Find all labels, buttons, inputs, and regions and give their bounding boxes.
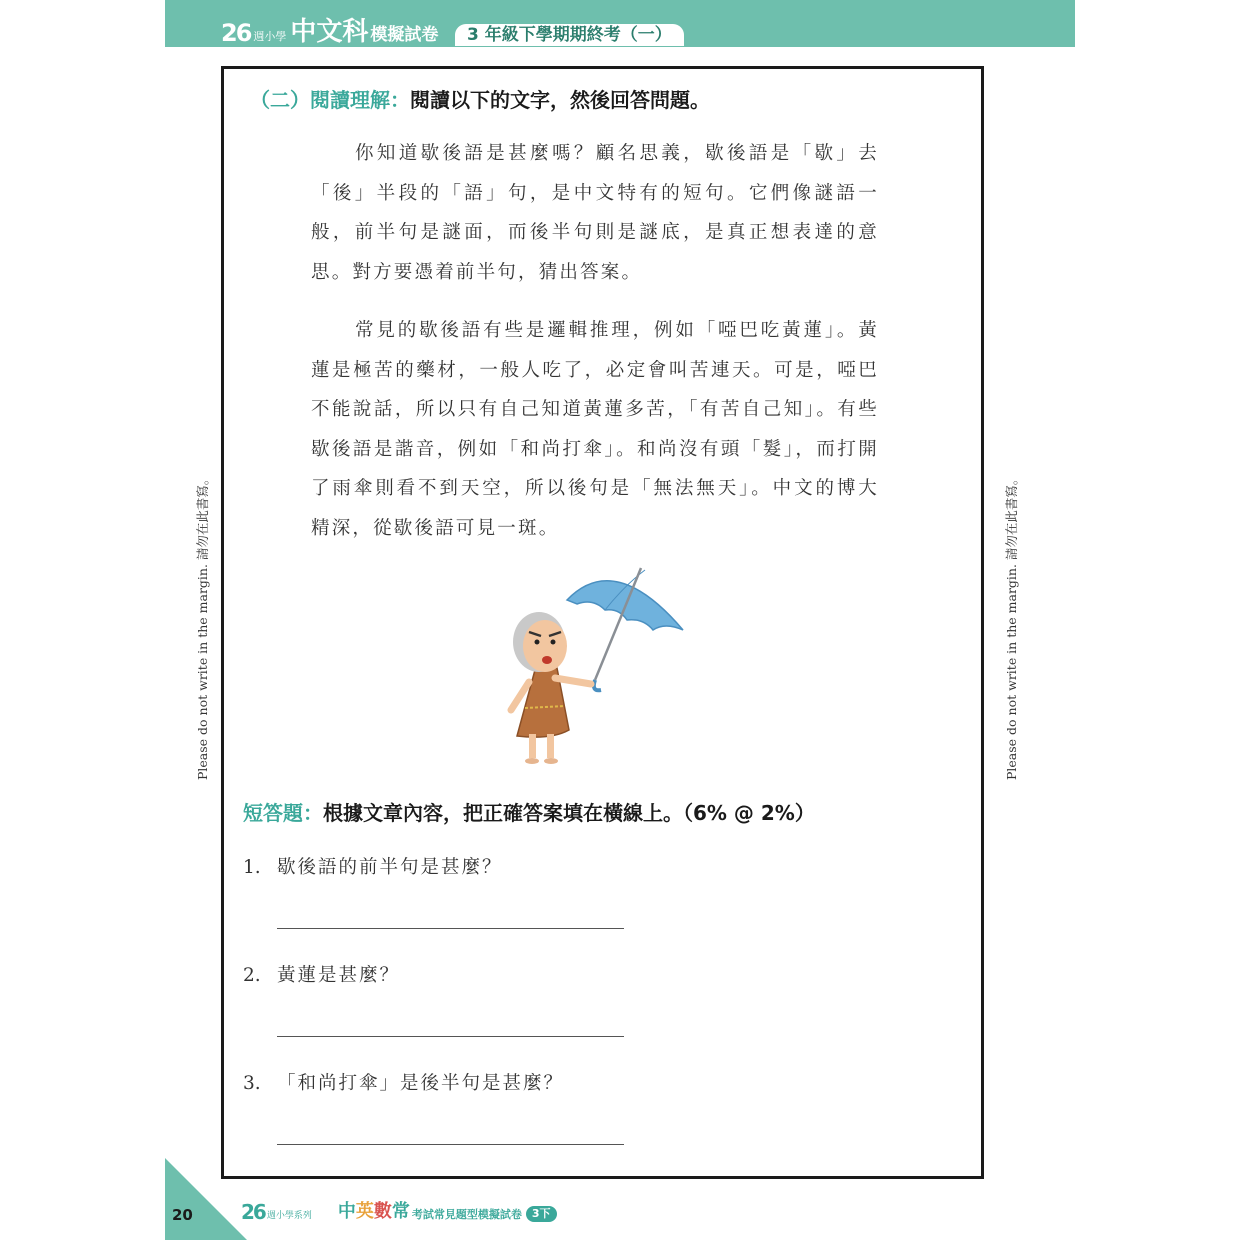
passage-paragraph-1 — [311, 134, 879, 292]
short-answer-instruction: 根據文章內容，把正確答案填在橫線上。（6% @ 2%） — [323, 801, 815, 825]
question-text: 黃蓮是甚麼？ — [277, 965, 401, 986]
passage-text-1: 你知道歇後語是甚麼嗎？顧名思義，歇後語是「歇」去「後」半段的「語」句，是中文特有的短句。它們像謎語一般，前半句是謎面，而後半句則是謎底，是真正想表達的意思。對方要憑着前半句，猜出答案。 — [311, 143, 879, 283]
passage-paragraph-2 — [311, 311, 879, 548]
series-char: 英 — [355, 1201, 374, 1222]
question-number: 2. — [243, 965, 261, 986]
monk-umbrella-illustration — [495, 560, 695, 770]
footer-corner-triangle — [165, 1158, 247, 1240]
footer-series-title — [338, 1202, 410, 1222]
header-paper-type: 模擬試卷 — [370, 25, 439, 45]
answer-line-1[interactable] — [277, 928, 624, 929]
header-logo — [221, 17, 439, 47]
question-3 — [243, 1069, 564, 1095]
footer-series-logo — [241, 1202, 557, 1222]
header-band — [165, 0, 1075, 47]
short-answer-label: 短答題： — [243, 801, 323, 825]
footer-grade-badge: 3下 — [526, 1206, 557, 1222]
section-instruction: 閱讀以下的文字，然後回答問題。 — [410, 88, 710, 112]
question-number: 3. — [243, 1073, 261, 1094]
question-text: 「和尚打傘」是後半句是甚麼？ — [277, 1073, 565, 1094]
footer-series-subtitle: 考試常見題型模擬試卷 — [411, 1208, 522, 1221]
footer-logo-text: 週小學系列 — [266, 1211, 312, 1221]
section-name: 閱讀理解： — [310, 88, 410, 112]
question-number: 1. — [243, 857, 261, 878]
series-char: 數 — [373, 1201, 392, 1222]
header-subject: 中文科 — [290, 17, 369, 47]
header-exam-title: 3 年級下學期期終考（一） — [455, 24, 684, 46]
header-logo-number: 26 — [221, 19, 251, 47]
short-answer-title — [243, 797, 815, 826]
question-text: 歇後語的前半句是甚麼？ — [277, 857, 503, 878]
page-number: 20 — [172, 1206, 193, 1224]
answer-line-3[interactable] — [277, 1144, 624, 1145]
series-char: 中 — [337, 1201, 356, 1222]
margin-note-left: Please do not write in the margin. 請勿在此書寫。 — [195, 472, 210, 780]
margin-note-right: Please do not write in the margin. 請勿在此書寫。 — [1004, 472, 1019, 780]
section-title — [250, 84, 710, 113]
question-1 — [243, 853, 503, 879]
passage-text-2: 常見的歇後語有些是邏輯推理，例如「啞巴吃黃蓮」。黃蓮是極苦的藥材，一般人吃了，必定會叫苦連天。可是，啞巴不能說話，所以只有自己知道黃蓮多苦，「有苦自己知」。有些歇後語是諧音，例如「和尚打傘」。和尚沒有頭「髮」，而打開了雨傘則看不到天空，所以後句是「無法無天」。中文的博大精深，從歇後語可見一斑。 — [311, 320, 879, 539]
header-logo-text: 週小學 — [253, 30, 287, 43]
section-number: （二） — [250, 88, 310, 112]
question-2 — [243, 961, 400, 987]
series-char: 常 — [391, 1201, 410, 1222]
answer-line-2[interactable] — [277, 1036, 624, 1037]
footer-logo-number: 26 — [241, 1200, 265, 1224]
